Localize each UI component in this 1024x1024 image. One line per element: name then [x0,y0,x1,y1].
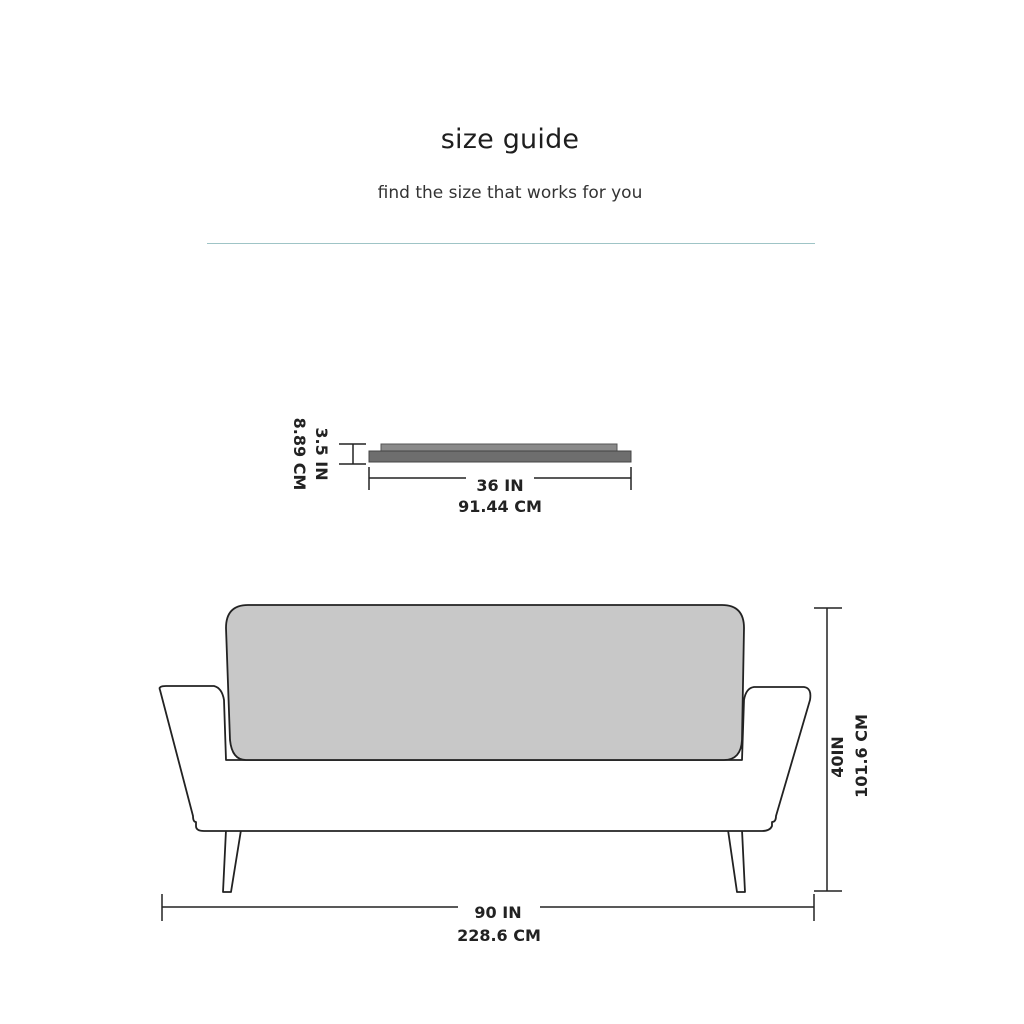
page-title: size guide [440,124,580,155]
cushion-width-cm-label: 91.44 CM [458,497,542,516]
sofa-width-in-label: 90 IN [474,903,522,922]
cushion-thickness-cm-label: 8.89 CM [290,417,309,491]
sofa-right-leg [728,830,745,892]
cushion-illustration [369,444,631,462]
sofa-width-cm-label: 228.6 CM [457,926,541,945]
cushion-base-layer [369,451,631,462]
cushion-thickness-dimension [339,444,366,464]
cushion-width-in-label: 36 IN [476,476,524,495]
sofa-height-cm-label: 101.6 CM [852,714,871,798]
sofa-height-in-label: 40IN [828,736,847,778]
page-subtitle: find the size that works for you [377,183,643,203]
sofa-illustration [160,605,811,892]
cushion-thickness-in-label: 3.5 IN [312,427,331,481]
sofa-left-leg [223,830,241,892]
sofa-back-cushion [226,605,744,760]
